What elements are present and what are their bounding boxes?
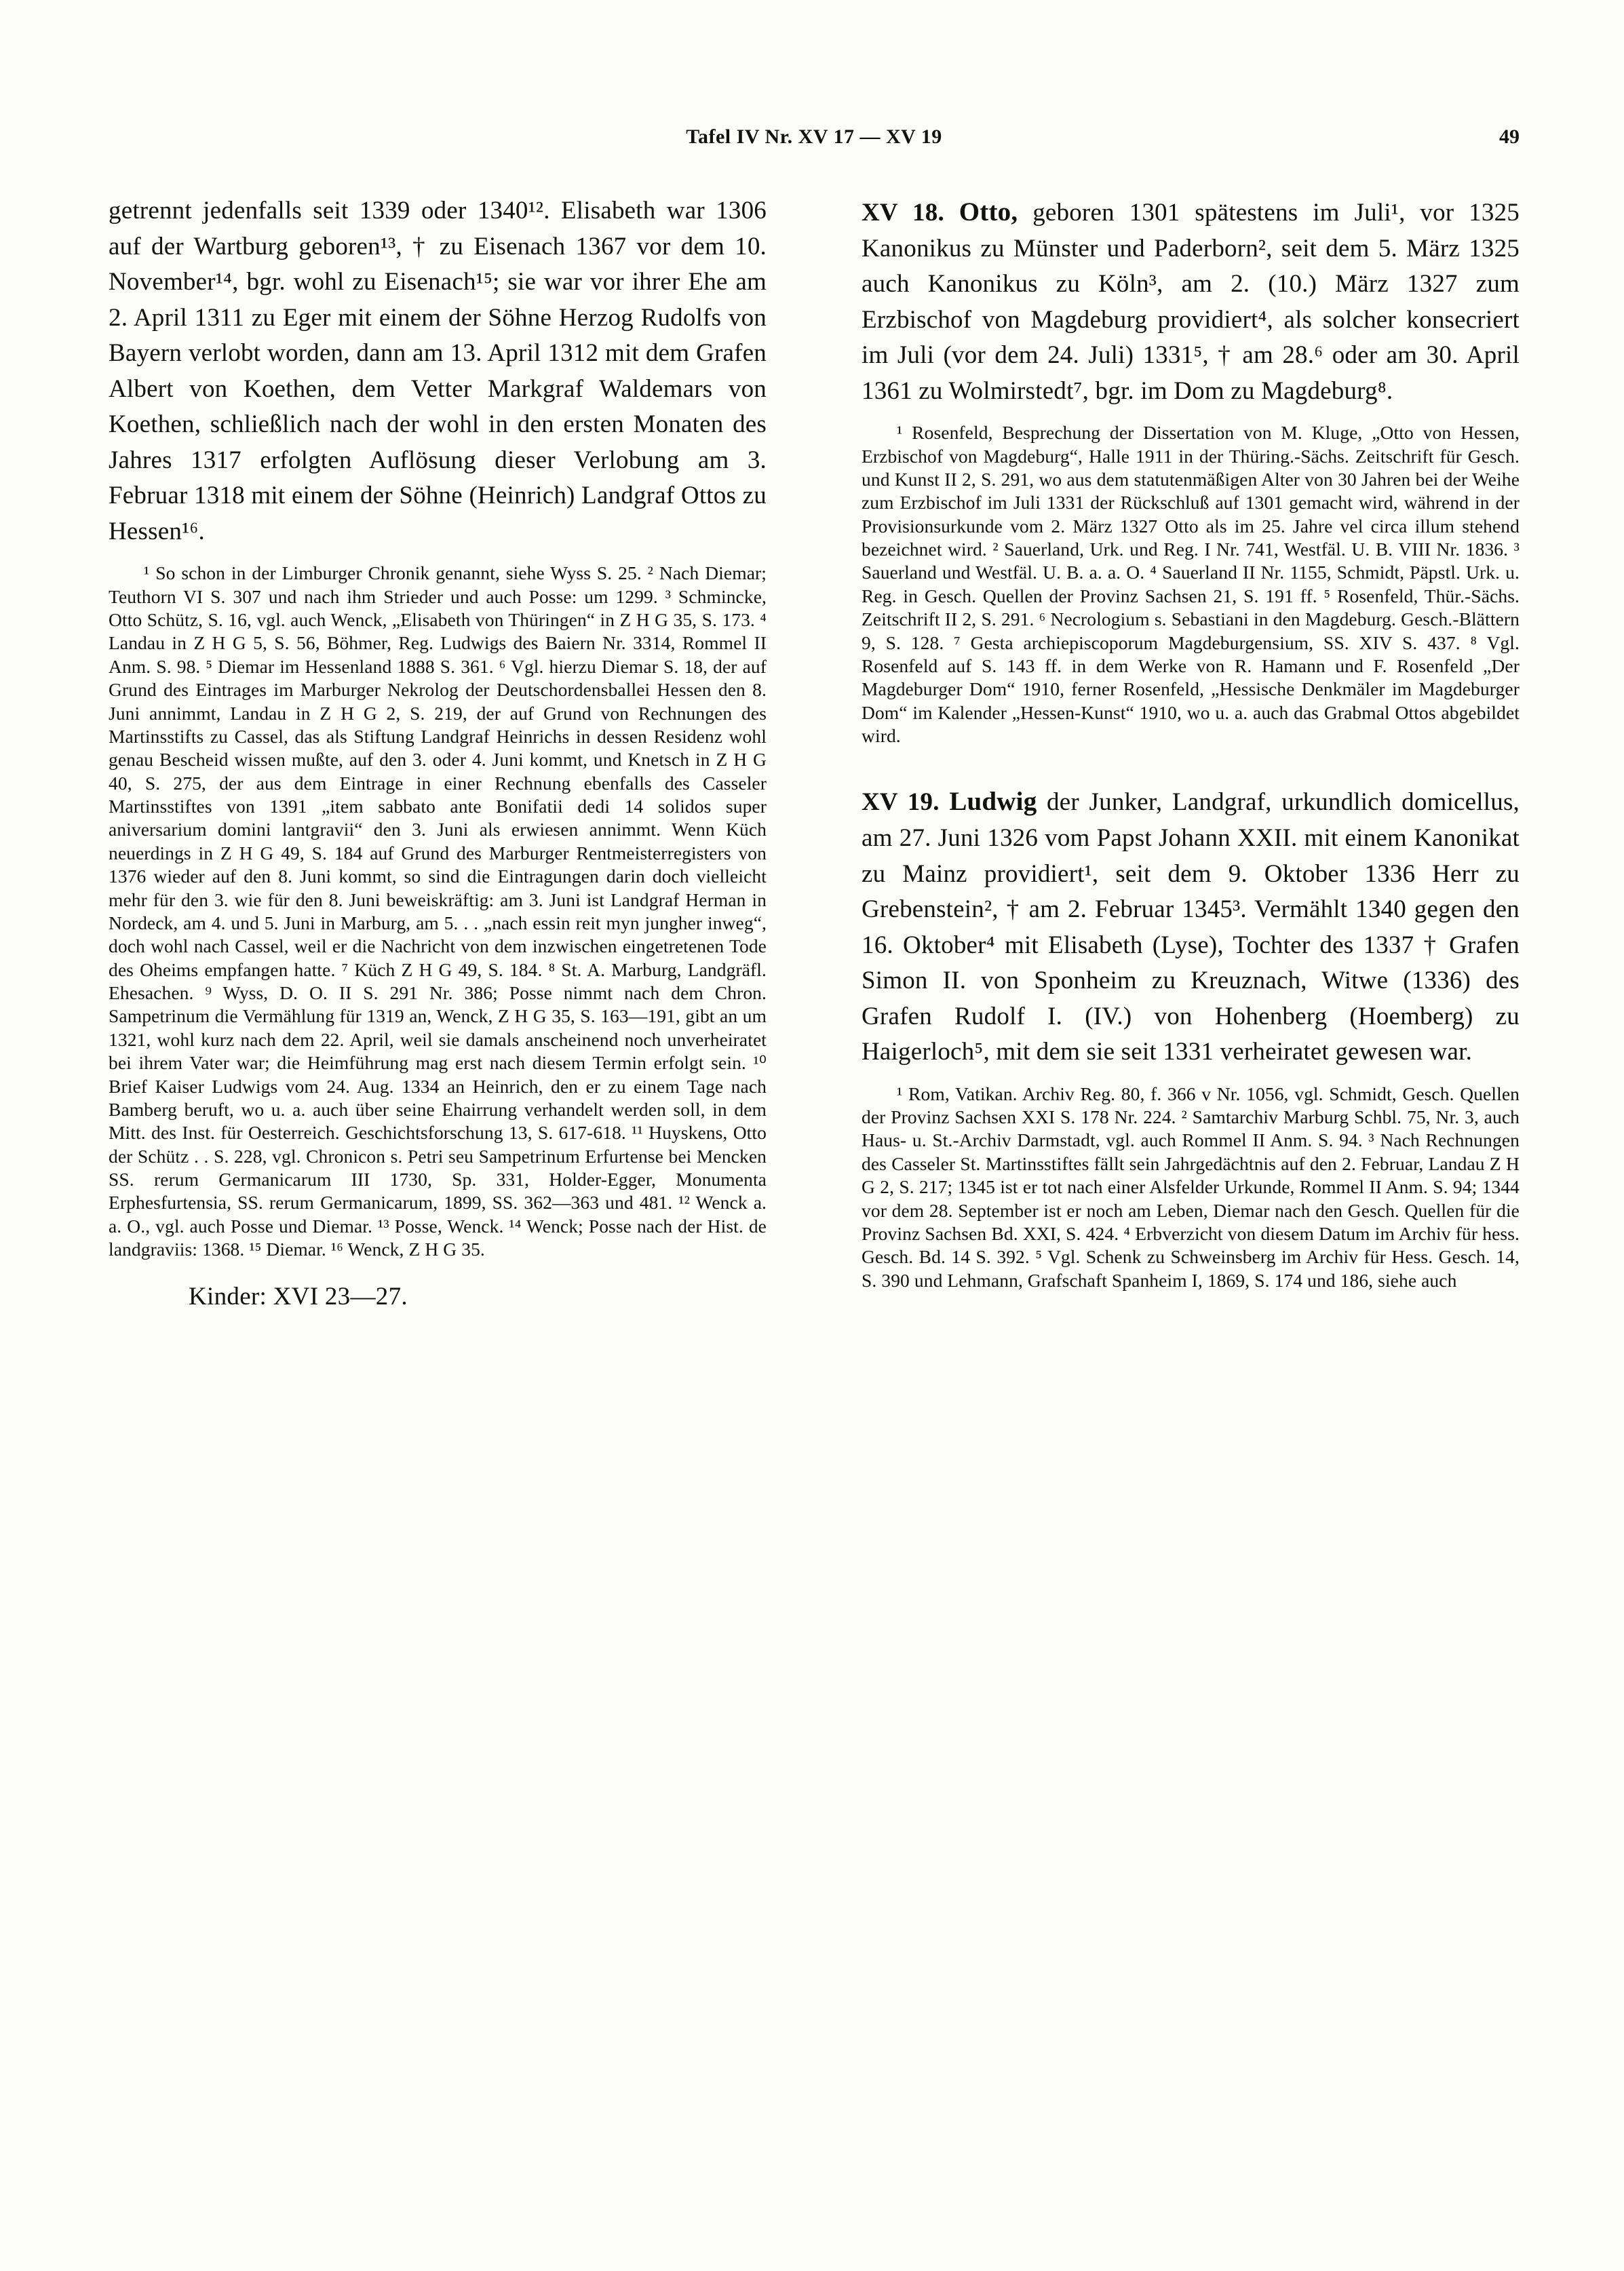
- entry-xv18-footnotes: ¹ Rosenfeld, Besprechung der Dissertation von M. Kluge, „Otto von Hessen, Erzbischof von Magdeburg“, Halle 1911 in der Thüring.-Sächs. Zeitschrift für Gesch. und Kunst II 2, S. 291, wo aus dem statutenmäßigen Alter von 30 Jahren bei der Weihe zum Erzbischof im Juli 1331 der Rückschluß auf 1301 gemacht wird, während in der Provisionsurkunde vom 2. März 1327 Otto als im 25. Jahre vel circa illum stehend bezeichnet wird. ² Sauerland, Urk. und Reg. I Nr. 741, Westfäl. U. B. VIII Nr. 1836. ³ Sauerland und Westfäl. U. B. a. a. O. ⁴ Sauerland II Nr. 1155, Schmidt, Päpstl. Urk. u. Reg. in Gesch. Quellen der Provinz Sachsen 21, S. 191 ff. ⁵ Rosenfeld, Thür.-Sächs. Zeitschrift II 2, S. 291. ⁶ Necrologium s. Sebastiani in den Magdeburg. Gesch.-Blättern 9, S. 128. ⁷ Gesta archiepiscoporum Magdeburgensium, SS. XIV S. 437. ⁸ Vgl. Rosenfeld auf S. 143 ff. in dem Werke von R. Hamann und F. Rosenfeld „Der Magdeburger Dom“ 1910, ferner Rosenfeld, „Hessische Denkmäler im Magdeburger Dom“ im Kalender „Hessen-Kunst“ 1910, wo u. a. auch das Grabmal Ottos abgebildet wird.: [862, 422, 1520, 747]
- entry-xv18: [862, 193, 1520, 409]
- left-column: [109, 193, 767, 1336]
- entry-xv19-number: XV 19.: [862, 788, 940, 817]
- entry-xv19-footnotes: ¹ Rom, Vatikan. Archiv Reg. 80, f. 366 v Nr. 1056, vgl. Schmidt, Gesch. Quellen der Provinz Sachsen XXI S. 178 Nr. 224. ² Samtarchiv Marburg Schbl. 75, Nr. 3, auch Haus- u. St.-Archiv Darmstadt, vgl. auch Rommel II Anm. S. 94. ³ Nach Rechnungen des Casseler St. Martinsstiftes fällt sein Jahrgedächtnis auf den 2. Februar, Landau Z H G 2, S. 217; 1345 ist er tot nach einer Alsfelder Urkunde, Rommel II Anm. S. 94; 1344 vor dem 28. September ist er noch am Leben, Diemar nach den Gesch. Quellen für die Provinz Sachsen Bd. XXI, S. 424. ⁴ Erbverzicht von diesem Datum im Archiv für hess. Gesch. Bd. 14 S. 392. ⁵ Vgl. Schenk zu Schweinsberg im Archiv für Hess. Gesch. 14, S. 390 und Lehmann, Grafschaft Spanheim I, 1869, S. 174 und 186, siehe auch: [862, 1083, 1520, 1291]
- left-main-paragraph: getrennt jedenfalls seit 1339 oder 1340¹². Elisabeth war 1306 auf der Wartburg geboren¹³, † zu Eisenach 1367 vor dem 10. November¹⁴, bgr. wohl zu Eisenach¹⁵; sie war vor ihrer Ehe am 2. April 1311 zu Eger mit einem der Söhne Herzog Rudolfs von Bayern verlobt worden, dann am 13. April 1312 mit dem Grafen Albert von Koethen, dem Vetter Markgraf Waldemars von Koethen, schließlich nach der wohl in den ersten Monaten des Jahres 1317 erfolgten Auflösung dieser Verlobung am 3. Februar 1318 mit einem der Söhne (Heinrich) Landgraf Ottos zu Hessen¹⁶.: [109, 197, 767, 545]
- page-number: 49: [1499, 125, 1520, 148]
- right-column: [862, 193, 1520, 1336]
- entry-xv18-text: geboren 1301 spätestens im Juli¹, vor 1325 Kanonikus zu Münster und Paderborn², seit dem 5. März 1325 auch Kanonikus zu Köln³, am 2. (10.) März 1327 zum Erzbischof von Magdeburg providiert⁴, als solcher konsecriert im Juli (vor dem 24. Juli) 1331⁵, † am 28.⁶ oder am 30. April 1361 zu Wolmirstedt⁷, bgr. im Dom zu Magdeburg⁸.: [862, 199, 1520, 405]
- running-head-title: Tafel IV Nr. XV 17 — XV 19: [686, 125, 942, 148]
- page-header: [109, 125, 1520, 153]
- two-column-body: [109, 193, 1520, 1336]
- entry-xv19-text: der Junker, Landgraf, urkundlich domicellus, am 27. Juni 1326 vom Papst Johann XXII. mit einem Kanonikat zu Mainz providiert¹, seit dem 9. Oktober 1336 Herr zu Grebenstein², † am 2. Februar 1345³. Vermählt 1340 gegen den 16. Oktober⁴ mit Elisabeth (Lyse), Tochter des 1337 † Grafen Simon II. von Sponheim zu Kreuznach, Witwe (1336) des Grafen Rudolf I. (IV.) von Hohenberg (Hoemberg) zu Haigerloch⁵, mit dem sie seit 1331 verheiratet gewesen war.: [862, 788, 1520, 1066]
- entry-spacer: [862, 748, 1520, 783]
- entry-xv18-name: Otto,: [959, 197, 1018, 227]
- entry-xv19-name: Ludwig: [949, 787, 1037, 817]
- entry-xv18-number: XV 18.: [862, 199, 944, 227]
- entry-xv19: [862, 783, 1520, 1070]
- children-line: Kinder: XVI 23—27.: [189, 1282, 408, 1311]
- left-footnotes: ¹ So schon in der Limburger Chronik genannt, siehe Wyss S. 25. ² Nach Diemar; Teuthorn VI S. 307 und nach ihm Strieder und auch Posse: um 1299. ³ Schmincke, Otto Schütz, S. 16, vgl. auch Wenck, „Elisabeth von Thüringen“ in Z H G 35, S. 173. ⁴ Landau in Z H G 5, S. 56, Böhmer, Reg. Ludwigs des Baiern Nr. 3314, Rommel II Anm. S. 98. ⁵ Diemar im Hessenland 1888 S. 361. ⁶ Vgl. hierzu Diemar S. 18, der auf Grund des Eintrages im Marburger Nekrolog der Deutschordensballei Hessen den 8. Juni annimmt, Landau in Z H G 2, S. 219, der auf Grund von Rechnungen des Martinsstifts zu Cassel, das als Stiftung Landgraf Heinrichs in dessen Residenz wohl genau Bescheid wissen mußte, auf den 3. oder 4. Juni kommt, und Knetsch in Z H G 40, S. 275, der aus dem Eintrage in einer Rechnung ebenfalls des Casseler Martinsstiftes von 1391 „item sabbato ante Bonifatii dedi 14 solidos super aniversarium domini lantgravii“ den 3. Juni als erwiesen annimmt. Wenn Küch neuerdings in Z H G 49, S. 184 auf Grund des Marburger Rentmeisterregisters von 1376 wieder auf den 8. Juni kommt, so sind die Eintragungen darin doch vielleicht mehr für den 3. wie für den 8. Juni beweiskräftig: am 3. Juni ist Landgraf Herman in Nordeck, am 4. und 5. Juni in Marburg, am 5. . . „nach essin reit myn jungher inweg“, doch wohl nach Cassel, weil er die Nachricht von dem inzwischen eingetretenen Tode des Oheims empfangen hatte. ⁷ Küch Z H G 49, S. 184. ⁸ St. A. Marburg, Landgräfl. Ehesachen. ⁹ Wyss, D. O. II S. 291 Nr. 386; Posse nimmt nach dem Chron. Sampetrinum die Vermählung für 1319 an, Wenck, Z H G 35, S. 163—191, gibt an um 1321, wohl kurz nach dem 22. April, weil sie damals anscheinend noch unverheiratet bei ihrem Vater war; die Heimführung mag erst nach diesem Termin erfolgt sein. ¹⁰ Brief Kaiser Ludwigs vom 24. Aug. 1334 an Heinrich, den er zu einem Tage nach Bamberg beruft, wo u. a. auch über seine Ehairrung verhandelt werden soll, in dem Mitt. des Inst. für Oesterreich. Geschichtsforschung 13, S. 617-618. ¹¹ Huyskens, Otto der Schütz . . S. 228, vgl. Chronicon s. Petri seu Sampetrinum Erfurtense bei Mencken SS. rerum Germanicarum III 1730, Sp. 331, Holder-Egger, Monumenta Erphesfurtensia, SS. rerum Germanicarum, 1899, SS. 362—363 und 481. ¹² Wenck a. a. O., vgl. auch Posse und Diemar. ¹³ Posse, Wenck. ¹⁴ Wenck; Posse nach der Hist. de landgraviis: 1368. ¹⁵ Diemar. ¹⁶ Wenck, Z H G 35.: [109, 562, 767, 1260]
